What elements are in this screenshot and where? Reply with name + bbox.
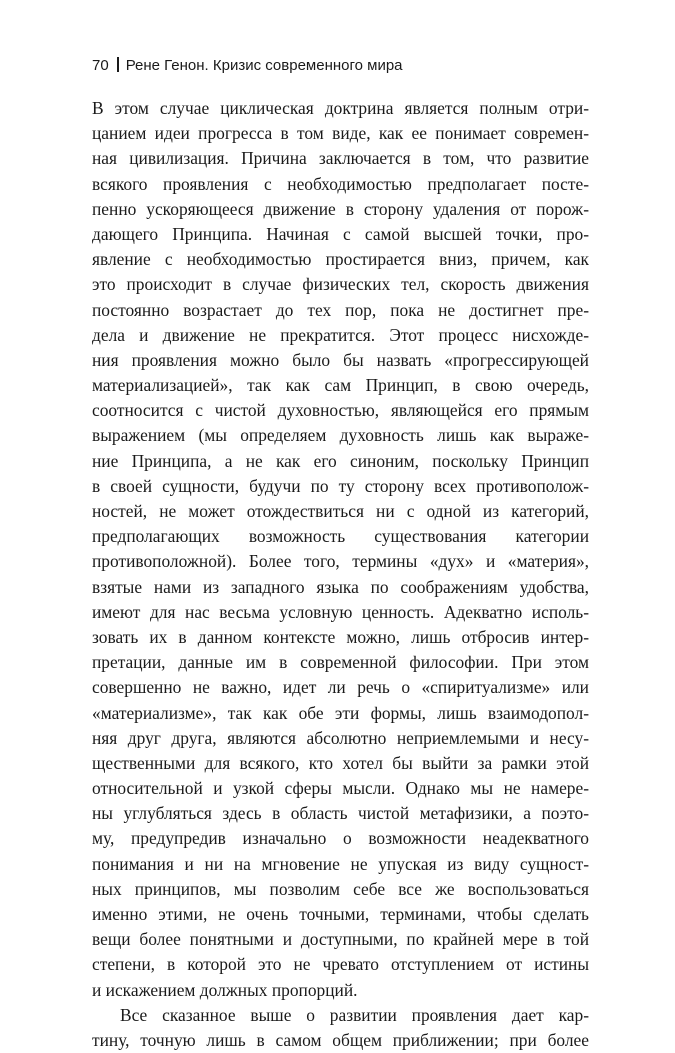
text-line: цанием идеи прогресса в том виде, как ее понимает современ- bbox=[92, 123, 589, 144]
running-title: Рене Генон. Кризис современного мира bbox=[125, 57, 403, 74]
text-line: материализацией», так как сам Принцип, в свою очередь, bbox=[92, 375, 589, 396]
text-line: Все сказанное выше о развитии проявления дает кар- bbox=[120, 1004, 589, 1025]
text-line: ние Принципа, а не как его синоним, поскольку Принцип bbox=[92, 450, 589, 471]
running-header bbox=[92, 56, 403, 76]
text-line: «материализме», так как обе эти формы, лишь взаимодопол- bbox=[92, 702, 589, 723]
page-number: 70 bbox=[92, 57, 109, 74]
text-line: тину, точную лишь в самом общем приближении; при более bbox=[92, 1029, 589, 1050]
text-line: совершенно не важно, идет ли речь о «спиритуализме» или bbox=[92, 677, 589, 698]
text-line: вещи более понятными и доступными, по крайней мере в той bbox=[92, 929, 589, 950]
text-line: щественными для всякого, кто хотел бы выйти за рамки этой bbox=[92, 752, 589, 773]
paragraph bbox=[92, 96, 589, 1003]
text-line: дающего Принципа. Начиная с самой высшей точки, про- bbox=[92, 223, 589, 244]
text-line: всякого проявления с необходимостью предполагает посте- bbox=[92, 173, 589, 194]
text-line: дела и движение не прекратится. Этот процесс нисхожде- bbox=[92, 324, 589, 345]
text-line: степени, в которой это не чревато отступлением от истины bbox=[92, 954, 589, 975]
text-line: имеют для нас весьма условную ценность. Адекватно исполь- bbox=[92, 601, 589, 622]
text-line: взятые нами из западного языка по соображениям удобства, bbox=[92, 576, 589, 597]
text-line: постоянно возрастает до тех пор, пока не достигнет пре- bbox=[92, 299, 589, 320]
text-line: понимания и ни на мгновение не упуская из виду сущност- bbox=[92, 853, 589, 874]
text-line: претации, данные им в современной философии. При этом bbox=[92, 652, 589, 673]
header-separator bbox=[117, 57, 119, 72]
text-line: ностей, не может отождествиться ни с одной из категорий, bbox=[92, 501, 589, 521]
text-line: в своей сущности, будучи по ту сторону всех противополож- bbox=[92, 475, 589, 496]
text-line: и искажением должных пропорций. bbox=[92, 979, 358, 1000]
text-line: няя друг друга, являются абсолютно неприемлемыми и несу- bbox=[92, 727, 589, 748]
text-line: пенно ускоряющееся движение в сторону удаления от порож- bbox=[92, 198, 589, 219]
text-line: именно этими, не очень точными, терминами, чтобы сделать bbox=[92, 904, 589, 924]
body-text bbox=[92, 96, 589, 1053]
text-line: ны углубляться здесь в область чистой метафизики, а поэто- bbox=[92, 803, 589, 824]
paragraph bbox=[92, 1003, 589, 1053]
text-line: В этом случае циклическая доктрина является полным отри- bbox=[92, 98, 589, 118]
text-line: это происходит в случае физических тел, скорость движения bbox=[92, 274, 589, 295]
text-line: ных принципов, мы позволим себе все же воспользоваться bbox=[92, 878, 589, 899]
text-line: противоположной). Более того, термины «дух» и «материя», bbox=[92, 551, 589, 572]
text-line: относительной и узкой сферы мысли. Однако мы не намере- bbox=[92, 778, 589, 799]
text-line: выражением (мы определяем духовность лишь как выраже- bbox=[92, 425, 589, 446]
text-line: предполагающих возможность существования категории bbox=[92, 526, 589, 547]
text-line: ная цивилизация. Причина заключается в том, что развитие bbox=[92, 148, 589, 169]
text-line: явление с необходимостью простирается вниз, причем, как bbox=[92, 249, 589, 270]
text-line: му, предупредив изначально о возможности неадекватного bbox=[92, 828, 589, 849]
text-line: зовать их в данном контексте можно, лишь отбросив интер- bbox=[92, 626, 589, 647]
text-line: ния проявления можно было бы назвать «прогрессирующей bbox=[92, 349, 589, 370]
text-line: соотносится с чистой духовностью, являющейся его прямым bbox=[92, 400, 589, 421]
